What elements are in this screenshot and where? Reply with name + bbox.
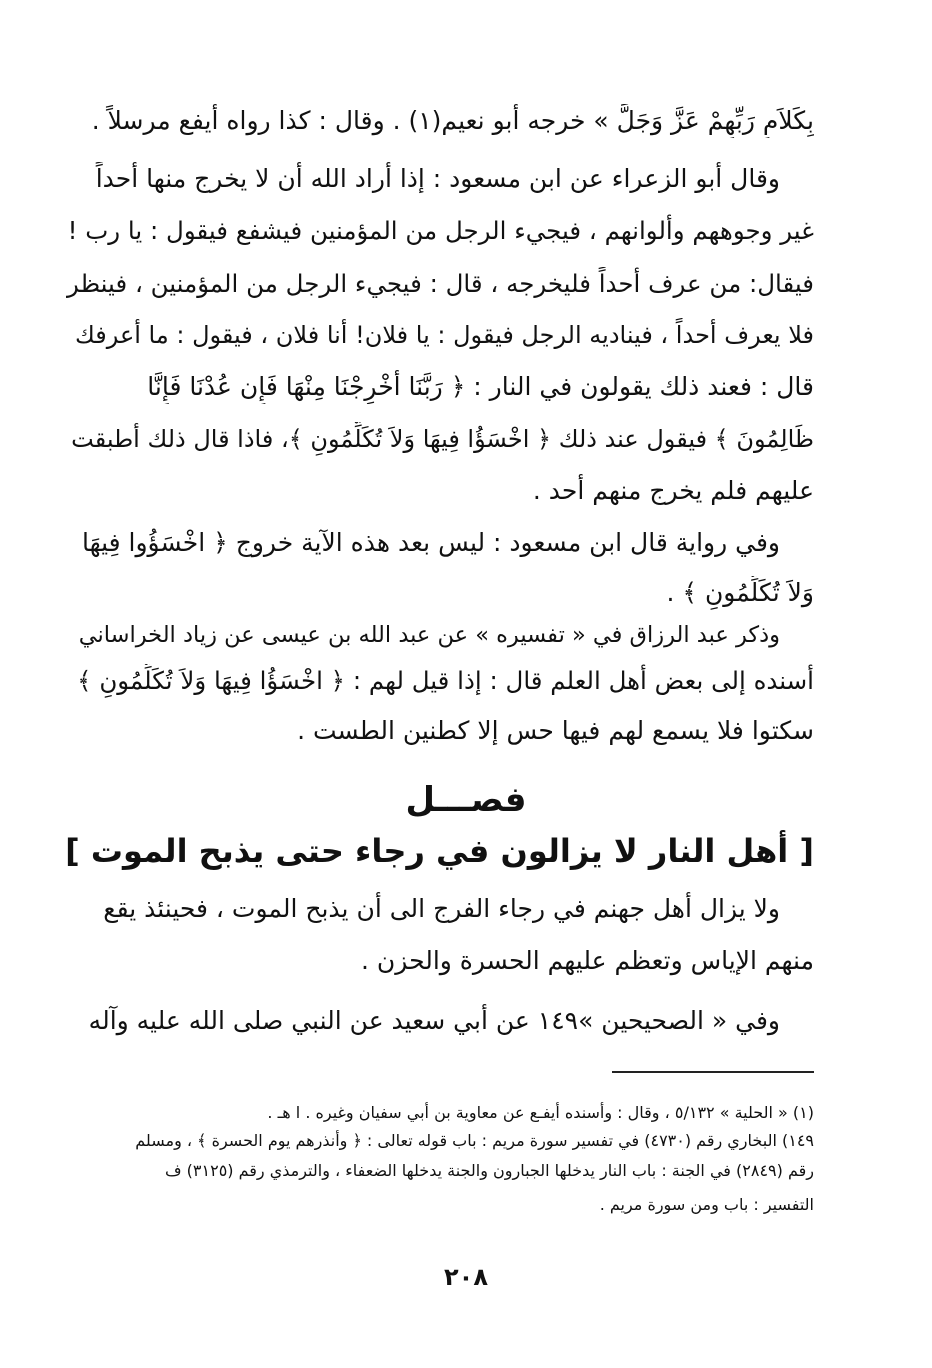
- footnote-1: (١) « الحلية » ٥/١٣٢ ، وقال : وأسنده أيفـع عن معاوية بن أبي سفيان وغيره . ا هـ .: [267, 1103, 814, 1122]
- body-line-1: بِكَلاَمِ رَبِّهِمْ عَزَّ وَجَلَّ » خرجه أبو نعيم(١) . وقال : كذا رواه أيفع مرسلاً .: [91, 106, 814, 135]
- body-line-9: وفي رواية قال ابن مسعود : ليس بعد هذه الآية خروج ﴿ اخْسَؤُوا فِيهَا: [81, 528, 780, 557]
- footnote-2-line-3: التفسير : باب ومن سورة مريم .: [599, 1195, 814, 1214]
- body-line-6: قال : فعند ذلك يقولون في النار : ﴿ رَبَّنَا أَخْرِجْنَا مِنْهَا فَإِن عُدْنَا فَإِنَّا: [147, 372, 814, 401]
- body-line-2: وقال أبو الزعراء عن ابن مسعود : إذا أراد الله أن لا يخرج منها أحداً: [95, 164, 780, 193]
- section-line-3: وفي « الصحيحين »١٤٩ عن أبي سعيد عن النبي صلى الله عليه وآله: [88, 1006, 780, 1035]
- section-line-1: ولا يزال أهل جهنم في رجاء الفرج الى أن يذبح الموت ، فحينئذ يقع: [103, 894, 780, 923]
- fasl-heading: فصـــل: [405, 780, 527, 820]
- body-line-8: عليهم فلم يخرج منهم أحد .: [532, 476, 814, 505]
- body-line-12: أسنده إلى بعض أهل العلم قال : إذا قيل لهم : ﴿ اخْسَؤُا فِيهَا وَلاَ تُكَلِّمُونِ ﴾: [77, 666, 814, 695]
- body-line-11: وذكر عبد الرزاق في « تفسيره » عن عبد الله بن عيسى عن زياد الخراساني: [78, 622, 780, 648]
- body-line-5: فلا يعرف أحداً ، فيناديه الرجل فيقول : يا فلان! أنا فلان ، فيقول : ما أعرفك: [75, 321, 814, 349]
- body-line-3: غير وجوههم وألوانهم ، فيجيء الرجل من المؤمنين فيشفع فيقول : يا رب !: [67, 216, 814, 245]
- body-line-13: سكتوا فلا يسمع لهم فيها حس إلا كطنين الطست .: [297, 716, 814, 745]
- page-number: ٢٠٨: [444, 1263, 488, 1291]
- section-title: [ أهل النار لا يزالون في رجاء حتى يذبح الموت ]: [65, 832, 814, 870]
- footnote-2-line-2: رقم (٢٨٤٩) في الجنة : باب النار يدخلها الجبارون والجنة يدخلها الضعفاء ، والترمذي رقم (٣١٢٥) ف: [165, 1161, 814, 1180]
- footnote-separator: [612, 1071, 814, 1073]
- body-line-4: فيقال: من عرف أحداً فليخرجه ، قال : فيجيء الرجل من المؤمنين ، فينظر: [67, 269, 814, 298]
- body-line-7: ظَالِمُونَ ﴾ فيقول عند ذلك ﴿ اخْسَؤُا فِيهَا وَلاَ تُكَلِّمُونِ ﴾، فاذا قال ذلك أطبقت: [71, 425, 814, 453]
- footnote-2-line-1: ١٤٩) البخاري رقم (٤٧٣٠) في تفسير سورة مريم : باب قوله تعالى : ﴿ وأنذرهم يوم الحسرة ﴾ ، ومسلم: [135, 1131, 814, 1150]
- section-line-2: منهم الإياس وتعظم عليهم الحسرة والحزن .: [361, 946, 814, 975]
- body-line-10: وَلاَ تُكَلِّمُونِ ﴾ .: [666, 578, 814, 607]
